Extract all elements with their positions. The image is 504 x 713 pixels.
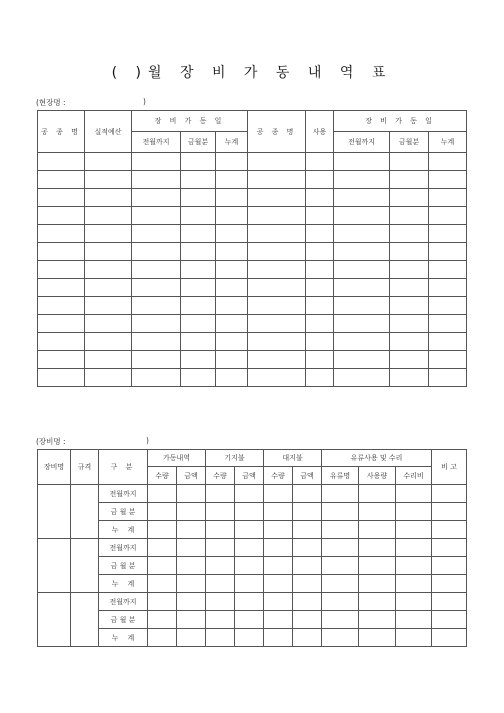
table-cell[interactable] <box>148 629 177 647</box>
table-cell[interactable] <box>293 503 322 521</box>
table-cell[interactable] <box>132 369 181 387</box>
table-cell[interactable] <box>148 503 177 521</box>
table-cell[interactable] <box>148 575 177 593</box>
table-cell[interactable] <box>216 333 248 351</box>
spec-cell[interactable] <box>71 485 99 539</box>
equipment-name-cell[interactable] <box>38 485 71 539</box>
table-cell[interactable] <box>306 369 334 387</box>
table-cell[interactable] <box>38 279 85 297</box>
table-cell[interactable] <box>334 171 390 189</box>
table-cell[interactable] <box>132 189 181 207</box>
table-cell[interactable] <box>235 611 264 629</box>
table-cell[interactable] <box>206 539 235 557</box>
table-cell[interactable] <box>132 207 181 225</box>
table-cell[interactable] <box>264 503 293 521</box>
table-cell[interactable] <box>132 243 181 261</box>
table-cell[interactable] <box>390 315 429 333</box>
table-cell[interactable] <box>177 521 206 539</box>
table-cell[interactable] <box>429 315 467 333</box>
table-cell[interactable] <box>248 351 306 369</box>
table-cell[interactable] <box>216 225 248 243</box>
table-cell[interactable] <box>177 503 206 521</box>
table-row <box>38 171 467 189</box>
table-cell[interactable] <box>85 189 132 207</box>
table-cell[interactable] <box>216 261 248 279</box>
table-cell[interactable] <box>396 521 432 539</box>
table-cell[interactable] <box>85 153 132 171</box>
table-cell[interactable] <box>429 279 467 297</box>
header-cumulative-2: 누계 <box>429 132 467 153</box>
table-cell[interactable] <box>264 557 293 575</box>
table-cell[interactable] <box>85 207 132 225</box>
table-cell[interactable] <box>432 575 467 593</box>
table-cell[interactable] <box>306 243 334 261</box>
table-cell[interactable] <box>85 351 132 369</box>
spec-cell[interactable] <box>71 539 99 593</box>
table-cell[interactable] <box>390 189 429 207</box>
table-cell[interactable] <box>85 225 132 243</box>
table-cell[interactable] <box>181 297 216 315</box>
equipment-name-label: (장비명 : <box>36 437 66 446</box>
table-cell[interactable] <box>132 171 181 189</box>
table-cell[interactable] <box>206 575 235 593</box>
table-cell[interactable] <box>334 351 390 369</box>
table-cell[interactable] <box>85 369 132 387</box>
table-cell[interactable] <box>429 189 467 207</box>
table-cell[interactable] <box>429 297 467 315</box>
table-cell[interactable] <box>216 351 248 369</box>
table-cell[interactable] <box>248 189 306 207</box>
table-cell[interactable] <box>293 521 322 539</box>
table-cell[interactable] <box>235 539 264 557</box>
table-cell[interactable] <box>306 315 334 333</box>
table-cell[interactable] <box>293 557 322 575</box>
table-cell[interactable] <box>322 503 359 521</box>
table-cell[interactable] <box>334 261 390 279</box>
table-cell[interactable] <box>334 333 390 351</box>
table-cell[interactable] <box>429 243 467 261</box>
header-operation-days: 장 비 가 동 일 <box>132 111 248 132</box>
table-row <box>38 521 467 539</box>
table-cell[interactable] <box>334 225 390 243</box>
table-cell[interactable] <box>38 225 85 243</box>
header-spec: 규격 <box>71 450 99 485</box>
table-cell[interactable] <box>432 629 467 647</box>
table-cell[interactable] <box>264 575 293 593</box>
table-cell[interactable] <box>38 189 85 207</box>
table-row <box>38 557 467 575</box>
header-remarks: 비 고 <box>432 450 467 485</box>
table-cell[interactable] <box>390 243 429 261</box>
table-cell[interactable] <box>235 593 264 611</box>
table-cell[interactable] <box>359 539 396 557</box>
table-cell[interactable] <box>38 243 85 261</box>
table-cell[interactable] <box>181 171 216 189</box>
table-cell[interactable] <box>235 557 264 575</box>
table-row <box>38 611 467 629</box>
table-cell[interactable] <box>38 351 85 369</box>
sub-amount-2: 금액 <box>235 467 264 485</box>
table-cell[interactable] <box>181 351 216 369</box>
table-cell[interactable] <box>132 261 181 279</box>
table-cell[interactable] <box>359 485 396 503</box>
table-cell[interactable] <box>216 243 248 261</box>
operation-days-body <box>38 153 467 387</box>
table-cell[interactable] <box>429 261 467 279</box>
table-cell[interactable] <box>177 611 206 629</box>
table-cell[interactable] <box>396 629 432 647</box>
table-cell[interactable] <box>216 207 248 225</box>
sub-fuel-name: 유류명 <box>322 467 359 485</box>
table-cell[interactable] <box>264 539 293 557</box>
table-row <box>38 593 467 611</box>
table-cell[interactable] <box>334 297 390 315</box>
table-cell[interactable] <box>359 521 396 539</box>
table-row <box>38 243 467 261</box>
table-cell[interactable] <box>264 485 293 503</box>
table-cell[interactable] <box>132 279 181 297</box>
table-cell[interactable] <box>216 153 248 171</box>
header-this-month-2: 금월분 <box>390 132 429 153</box>
table-cell[interactable] <box>38 207 85 225</box>
table-cell[interactable] <box>181 243 216 261</box>
equipment-name-cell[interactable] <box>38 539 71 593</box>
table-cell[interactable] <box>396 485 432 503</box>
header-standby: 기지불 <box>206 450 264 467</box>
header-prev-month: 전월까지 <box>132 132 181 153</box>
header-use: 사용 <box>306 111 334 153</box>
table-row <box>38 629 467 647</box>
table-cell[interactable] <box>248 315 306 333</box>
sub-repair-cost: 수리비 <box>396 467 432 485</box>
table-row <box>38 261 467 279</box>
table-cell[interactable] <box>206 629 235 647</box>
sub-amount-3: 금액 <box>293 467 322 485</box>
table-cell[interactable] <box>132 297 181 315</box>
table-cell[interactable] <box>235 629 264 647</box>
table-cell[interactable] <box>306 279 334 297</box>
table-cell[interactable] <box>248 297 306 315</box>
table-cell[interactable] <box>85 279 132 297</box>
header-budget: 실적예산 <box>85 111 132 153</box>
table-cell[interactable] <box>216 189 248 207</box>
site-name-caption <box>36 97 66 108</box>
header-waiting: 대지불 <box>264 450 322 467</box>
table-cell[interactable] <box>322 593 359 611</box>
table-cell[interactable] <box>177 557 206 575</box>
table-cell[interactable] <box>216 279 248 297</box>
table-cell[interactable] <box>396 593 432 611</box>
table-cell[interactable] <box>132 351 181 369</box>
sub-qty-3: 수량 <box>264 467 293 485</box>
table-cell[interactable] <box>293 575 322 593</box>
table-cell[interactable] <box>235 575 264 593</box>
table-cell[interactable] <box>38 261 85 279</box>
table-cell[interactable] <box>390 225 429 243</box>
header-this-month: 금월분 <box>181 132 216 153</box>
table-cell[interactable] <box>248 279 306 297</box>
table-cell[interactable] <box>38 315 85 333</box>
table-row <box>38 279 467 297</box>
sub-qty-2: 수량 <box>206 467 235 485</box>
division-label: 전월까지 <box>99 593 148 611</box>
site-name-label: (현장명 : <box>36 98 66 107</box>
table-cell[interactable] <box>177 539 206 557</box>
table-cell[interactable] <box>248 171 306 189</box>
table-cell[interactable] <box>181 315 216 333</box>
table-cell[interactable] <box>390 369 429 387</box>
table-cell[interactable] <box>306 171 334 189</box>
table-cell[interactable] <box>359 593 396 611</box>
table-cell[interactable] <box>85 333 132 351</box>
table-cell[interactable] <box>216 369 248 387</box>
table-cell[interactable] <box>390 297 429 315</box>
table-cell[interactable] <box>206 503 235 521</box>
header-equipment-name: 장비명 <box>38 450 71 485</box>
table-cell[interactable] <box>148 539 177 557</box>
table-cell[interactable] <box>264 629 293 647</box>
table-cell[interactable] <box>306 225 334 243</box>
table-cell[interactable] <box>132 333 181 351</box>
sub-amount-1: 금액 <box>177 467 206 485</box>
header-division: 구 분 <box>99 450 148 485</box>
table-cell[interactable] <box>390 153 429 171</box>
table-cell[interactable] <box>248 261 306 279</box>
table-cell[interactable] <box>85 315 132 333</box>
table-cell[interactable] <box>322 575 359 593</box>
table-cell[interactable] <box>322 557 359 575</box>
table-cell[interactable] <box>38 333 85 351</box>
table-cell[interactable] <box>359 575 396 593</box>
table-cell[interactable] <box>181 207 216 225</box>
division-label: 전월까지 <box>99 539 148 557</box>
table-cell[interactable] <box>396 575 432 593</box>
table-cell[interactable] <box>181 261 216 279</box>
table-cell[interactable] <box>429 369 467 387</box>
table-cell[interactable] <box>390 261 429 279</box>
table-row <box>38 153 467 171</box>
table-cell[interactable] <box>206 521 235 539</box>
header-operation-days-2: 장 비 가 동 일 <box>334 111 467 132</box>
table-cell[interactable] <box>148 521 177 539</box>
table-cell[interactable] <box>390 171 429 189</box>
table-cell[interactable] <box>359 611 396 629</box>
table-cell[interactable] <box>148 593 177 611</box>
table-cell[interactable] <box>235 521 264 539</box>
table-cell[interactable] <box>306 189 334 207</box>
table-cell[interactable] <box>132 153 181 171</box>
table-cell[interactable] <box>334 279 390 297</box>
table-cell[interactable] <box>181 369 216 387</box>
table-cell[interactable] <box>177 575 206 593</box>
spec-cell[interactable] <box>71 593 99 647</box>
table-cell[interactable] <box>429 333 467 351</box>
table-row <box>38 297 467 315</box>
table-cell[interactable] <box>293 611 322 629</box>
table-cell[interactable] <box>177 629 206 647</box>
table-cell[interactable] <box>432 521 467 539</box>
equipment-name-cell[interactable] <box>38 593 71 647</box>
equipment-name-caption-close: ) <box>146 436 149 445</box>
table-cell[interactable] <box>429 225 467 243</box>
table-cell[interactable] <box>334 189 390 207</box>
table-cell[interactable] <box>429 153 467 171</box>
table-cell[interactable] <box>177 485 206 503</box>
table-cell[interactable] <box>293 629 322 647</box>
table-cell[interactable] <box>206 593 235 611</box>
table-cell[interactable] <box>206 485 235 503</box>
table-cell[interactable] <box>85 261 132 279</box>
table-cell[interactable] <box>148 611 177 629</box>
table-cell[interactable] <box>334 153 390 171</box>
table-cell[interactable] <box>322 629 359 647</box>
table-cell[interactable] <box>132 315 181 333</box>
table-row <box>38 207 467 225</box>
table-cell[interactable] <box>432 557 467 575</box>
table-cell[interactable] <box>85 297 132 315</box>
table-cell[interactable] <box>235 485 264 503</box>
division-label: 누 계 <box>99 629 148 647</box>
table-row <box>38 575 467 593</box>
table-cell[interactable] <box>177 593 206 611</box>
table-cell[interactable] <box>359 629 396 647</box>
table-cell[interactable] <box>306 351 334 369</box>
table-cell[interactable] <box>206 557 235 575</box>
table-cell[interactable] <box>429 207 467 225</box>
table-cell[interactable] <box>322 521 359 539</box>
table-cell[interactable] <box>432 539 467 557</box>
table-cell[interactable] <box>306 153 334 171</box>
header-site-2: 공 종 명 <box>248 111 306 153</box>
table-cell[interactable] <box>334 315 390 333</box>
table-cell[interactable] <box>432 503 467 521</box>
table-cell[interactable] <box>264 521 293 539</box>
table-row <box>38 351 467 369</box>
table-cell[interactable] <box>216 171 248 189</box>
table-row <box>38 225 467 243</box>
header-site: 공 종 명 <box>38 111 85 153</box>
table-cell[interactable] <box>390 351 429 369</box>
table-cell[interactable] <box>216 315 248 333</box>
page-title: ( )월 장 비 가 동 내 역 표 <box>111 65 393 81</box>
table-cell[interactable] <box>306 261 334 279</box>
table-cell[interactable] <box>396 539 432 557</box>
site-name-caption-close: ) <box>143 97 146 106</box>
table-cell[interactable] <box>322 539 359 557</box>
table-cell[interactable] <box>181 279 216 297</box>
division-label: 금 월 분 <box>99 611 148 629</box>
table-cell[interactable] <box>306 207 334 225</box>
division-label: 전월까지 <box>99 485 148 503</box>
table-cell[interactable] <box>429 351 467 369</box>
table-row <box>38 503 467 521</box>
table-cell[interactable] <box>38 171 85 189</box>
table-cell[interactable] <box>248 225 306 243</box>
table-cell[interactable] <box>206 611 235 629</box>
operation-days-table <box>37 110 467 387</box>
table-row <box>38 315 467 333</box>
sub-fuel-usage: 사용량 <box>359 467 396 485</box>
table-cell[interactable] <box>293 485 322 503</box>
table-cell[interactable] <box>396 611 432 629</box>
equipment-name-caption <box>36 436 66 447</box>
table-cell[interactable] <box>334 369 390 387</box>
header-cumulative: 누계 <box>216 132 248 153</box>
table-cell[interactable] <box>248 369 306 387</box>
sub-qty-1: 수량 <box>148 467 177 485</box>
table-cell[interactable] <box>38 297 85 315</box>
table-row <box>38 485 467 503</box>
table-row <box>38 333 467 351</box>
table-cell[interactable] <box>396 503 432 521</box>
table-cell[interactable] <box>181 189 216 207</box>
table-cell[interactable] <box>248 243 306 261</box>
equipment-detail-table <box>37 449 467 647</box>
table-cell[interactable] <box>235 503 264 521</box>
table-cell[interactable] <box>396 557 432 575</box>
header-prev-month-2: 전월까지 <box>334 132 390 153</box>
table-cell[interactable] <box>38 369 85 387</box>
table-cell[interactable] <box>334 207 390 225</box>
division-label: 누 계 <box>99 575 148 593</box>
table-row <box>38 539 467 557</box>
table-cell[interactable] <box>390 279 429 297</box>
table-cell[interactable] <box>148 557 177 575</box>
equipment-detail-body <box>38 485 467 647</box>
table-cell[interactable] <box>390 333 429 351</box>
table-cell[interactable] <box>432 611 467 629</box>
table-cell[interactable] <box>306 333 334 351</box>
table-cell[interactable] <box>429 171 467 189</box>
table-cell[interactable] <box>216 297 248 315</box>
division-label: 금 월 분 <box>99 557 148 575</box>
table-cell[interactable] <box>181 333 216 351</box>
table-cell[interactable] <box>359 503 396 521</box>
table-cell[interactable] <box>181 153 216 171</box>
table-cell[interactable] <box>432 593 467 611</box>
table-cell[interactable] <box>322 611 359 629</box>
table-cell[interactable] <box>85 243 132 261</box>
division-label: 누 계 <box>99 521 148 539</box>
table-cell[interactable] <box>38 153 85 171</box>
table-cell[interactable] <box>334 243 390 261</box>
table-cell[interactable] <box>85 171 132 189</box>
table-cell[interactable] <box>390 207 429 225</box>
table-cell[interactable] <box>293 539 322 557</box>
table-cell[interactable] <box>248 153 306 171</box>
table-cell[interactable] <box>248 207 306 225</box>
division-label: 금 월 분 <box>99 503 148 521</box>
table-cell[interactable] <box>293 593 322 611</box>
table-row <box>38 369 467 387</box>
table-cell[interactable] <box>359 557 396 575</box>
table-cell[interactable] <box>264 593 293 611</box>
table-cell[interactable] <box>264 611 293 629</box>
table-cell[interactable] <box>132 225 181 243</box>
table-cell[interactable] <box>306 297 334 315</box>
header-operation-detail: 가동내역 <box>148 450 206 467</box>
table-cell[interactable] <box>181 225 216 243</box>
header-fuel-repair: 유류사용 및 수리 <box>322 450 432 467</box>
table-cell[interactable] <box>148 485 177 503</box>
table-row <box>38 189 467 207</box>
table-cell[interactable] <box>322 485 359 503</box>
table-cell[interactable] <box>248 333 306 351</box>
table-cell[interactable] <box>432 485 467 503</box>
